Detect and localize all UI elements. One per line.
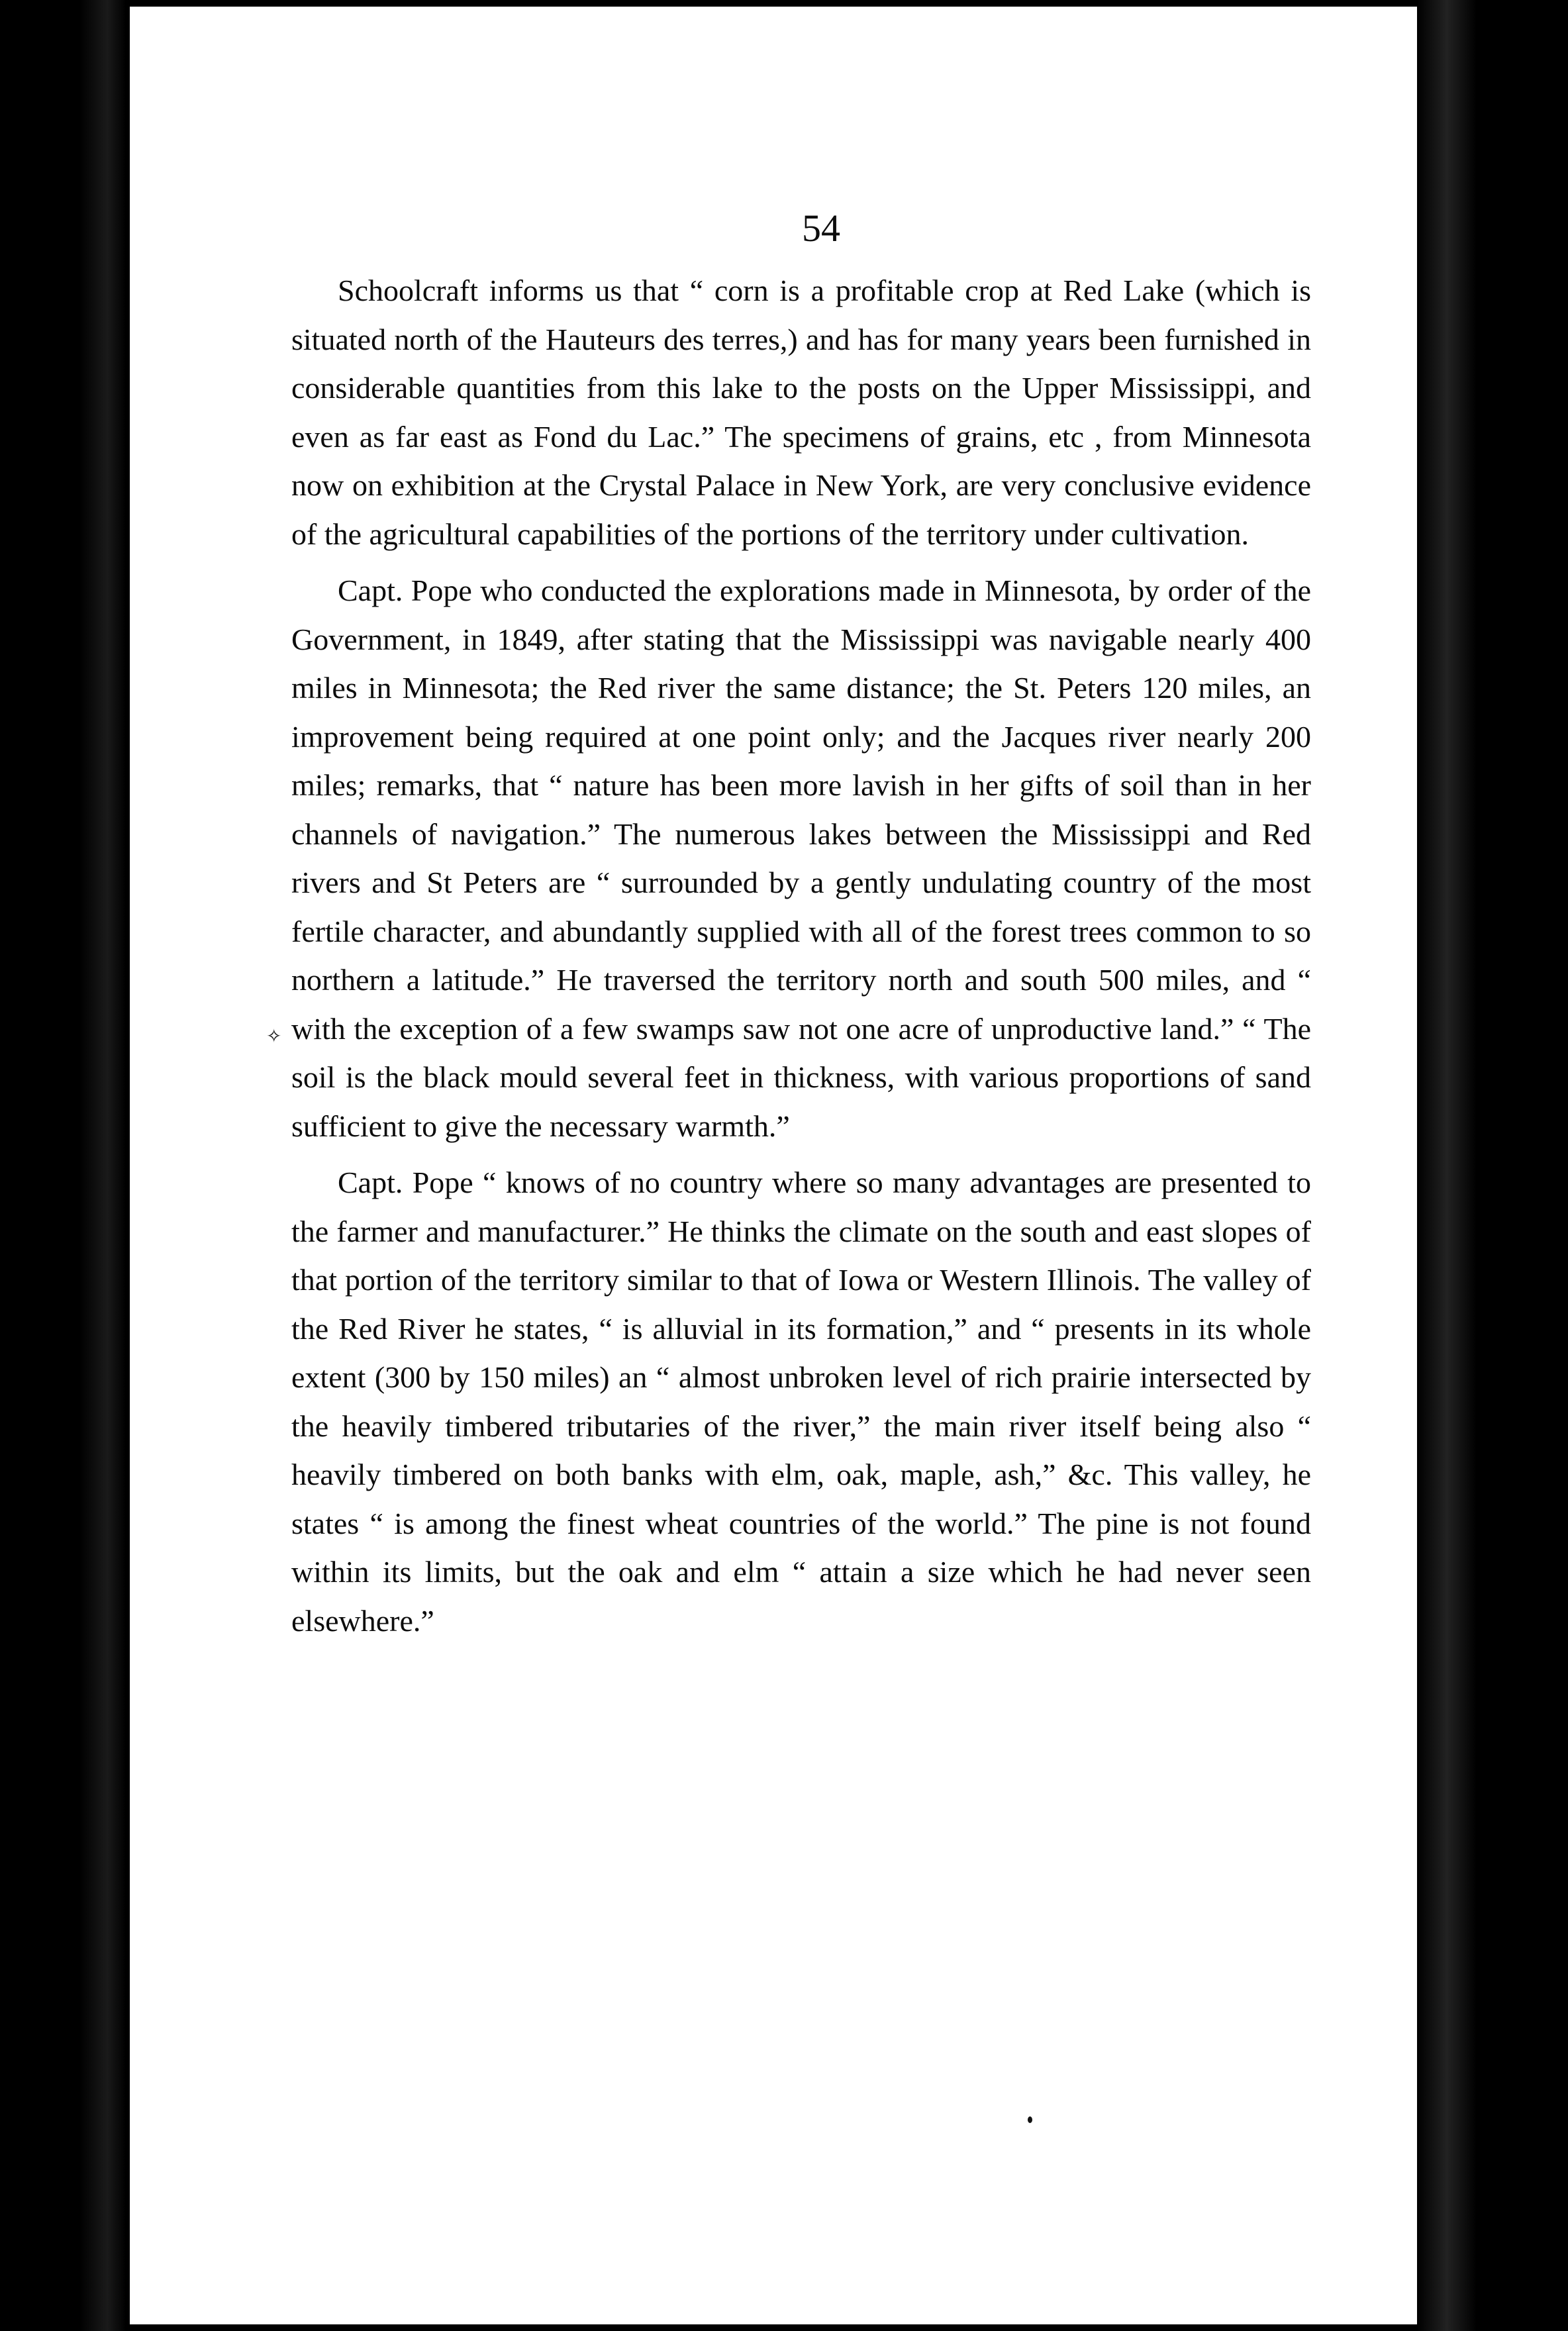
paragraph-3: Capt. Pope “ knows of no country where so many advantages are presented to the farmer and manufacturer.” He thinks the climate on the south and east slopes of that portion of the territory similar to that of Iowa or Western Illinois. The valley of the Red River he states, “ is alluvial in its formation,” and “ presents in its whole extent (300 by 150 miles) an “ almost unbroken level of rich prairie intersected by the heavily timbered tributaries of the river,” the main river itself being also “ heavily timbered on both banks with elm, oak, maple, ash,” &c. This valley, he states “ is among the finest wheat countries of the world.” The pine is not found within its limits, but the oak and elm “ attain a size which he had never seen elsewhere.”: [291, 1166, 1311, 1638]
margin-mark-icon: ✧: [266, 1025, 282, 1047]
right-page-edge: [1417, 0, 1477, 2331]
paragraph-1: Schoolcraft informs us that “ corn is a profitable crop at Red Lake (which is situated north of the Hauteurs des terres,) and has for many years been furnished in considerable quantities from this lake to the posts on the Upper Mississippi, and even as far east as Fond du Lac.” The specimens of grains, etc , from Minnesota now on exhibition at the Crystal Palace in New York, are very conclusive evidence of the agricultural capabilities of the portions of the territory under cultivation.: [291, 273, 1311, 551]
page-number: 54: [802, 207, 840, 250]
paragraph-2: Capt. Pope who conducted the explorations made in Minnesota, by order of the Government, in 1849, after stating that the Mississippi was navigable nearly 400 miles in Minnesota; the Red river the same distance; the St. Peters 120 miles, an improvement being required at one point only; and the Jacques river nearly 200 miles; remarks, that “ nature has been more lavish in her gifts of soil than in her channels of navigation.” The numerous lakes between the Mississippi and Red rivers and St Peters are “ surrounded by a gently undulating country of the most fertile character, and abundantly supplied with all of the forest trees common to so northern a latitude.” He traversed the territory north and south 500 miles, and “ with the exception of a few swamps saw not one acre of unproductive land.” “ The soil is the black mould several feet in thickness, with various proportions of sand sufficient to give the necessary warmth.”: [291, 573, 1311, 1143]
page-text-block: [291, 205, 1311, 1653]
ink-speck: [1028, 2116, 1032, 2123]
left-page-edge: [79, 0, 126, 2331]
book-binding-shadow: [1477, 0, 1568, 2331]
